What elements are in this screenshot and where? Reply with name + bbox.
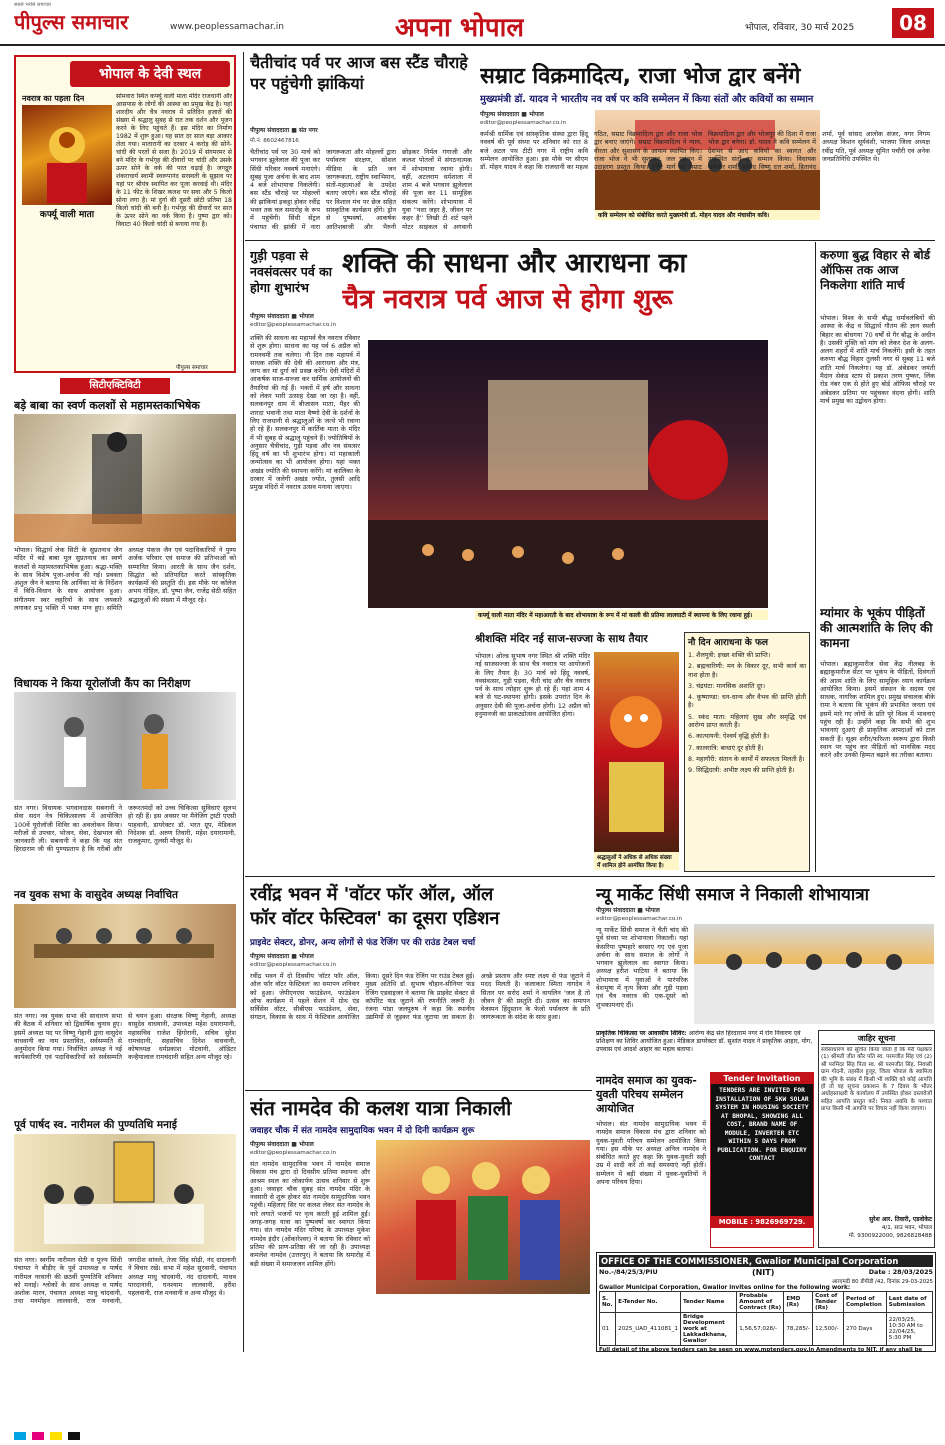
tender-mobile: MOBILE : 9826969729. — [711, 1216, 813, 1228]
karuna-body: भोपाल। विश्व के सभी बौद्ध धर्मावलंबियों की आस्था के केंद्र व सिद्धार्थ गौतम की ज्ञान स्थली बिहार का बोधगया 70 वर्षों से गैर बौद्ध के अधीन है। उसकी मुक्ति को मांग को लेकर देश के अलग-अलग शहरों में शांति मार्च निकलेंगे। इसी के तहत करुणा बौद्ध विहार तुलसी नगर से सुबह 11 बजे शांति मार्च निकलेगा। यह डॉ. अंबेडकर जयंती मैदान सेकंड स्टाप से प्रकाश तरण पुष्कर, लिंक रोड नंबर एक से होते हुए बोर्ड ऑफिस चौराहे पर अंबेडकर प्रतिमा पर पहुंचकर वंदना होगी। शांति मार्च प्रमुख का उद्बोधन होगा। — [820, 314, 935, 405]
chaitichand-mobile: मो.नं. 8602467816 — [250, 138, 299, 144]
nit-ref: आरएमडी 80 डीपीडी /42, दिनांक 29-03-2025 — [831, 1279, 933, 1285]
lower-rule — [245, 1090, 592, 1091]
sindhi-email: editor@peoplessamachar.co.in — [596, 916, 683, 922]
vikram-email: editor@peoplessamachar.co.in — [480, 120, 567, 126]
water-byline: पीपुल्स संवाददाता ■ भोपाल — [250, 953, 314, 960]
nit-header: S. No. — [600, 1292, 616, 1313]
top-story-rule — [245, 240, 935, 241]
website-link[interactable]: www.peoplessamachar.in — [170, 22, 284, 32]
hirdaram-title: प्राकृतिक चिकित्सा पर आवासीय शिविर: — [596, 1030, 687, 1037]
tender-box — [710, 1072, 814, 1248]
water-subtitle: प्राइवेट सेक्टर, डोनर, अन्य लोगों से फंड रेजिंग पर की राउंड टेबल चर्चा — [250, 938, 476, 948]
vikram-headline: सम्राट विक्रमादित्य, राजा भोज द्वार बनेंगे — [480, 64, 801, 89]
navratri-headline-1: शक्ति की साधना और आराधना का — [342, 248, 687, 279]
nit-cell: 12,500/- — [813, 1313, 844, 1346]
water-body: रवींद्र भवन में दो दिवसीय 'वॉटर फॉर ऑल, ऑल फॉर वॉटर फेस्टिवल' का समापन शनिवार को हुआ। जेपीएनएस फाउंडेशन, फाउंडेशन ऑफ कार्यक्रम में पहले सेशन में ग्रोथ एंड सर्विसेस वॉटर, सीबीएस फाउंडेशन, सेवा, संगठन, विकास के साथ में फेस्टिवल आयोजित किया। दूसरे दिन फंड रेजिंग पर राउंड टेबल हुई। मुख्य अतिथि डॉ. सुभाष चौहान-सीनियर फंड रेजिंग एडवाइजर ने बताया कि प्राइवेट सेक्टर से कॉर्पोरेट फंड जुटाने की रणनीति जरूरी है। रंजना पांडा जलपुरुष ने कहा कि स्थानीय उद्यमियों से जुड़कर फंड जुटाया जा सकता है। अच्छे प्रस्ताव और स्पष्ट लक्ष्य से फंड जुटाने में मदद मिलती है। कलाकार स्मिता नागदेव ने सितार पर सरोद शर्मा ने वायलिन 'जल है तो जीवन है' की प्रस्तुति दी। उत्सव का समापन वेलस्पन हिंदुस्तान के फेलो पर्यावरण के प्रति जागरूकता के संदेश के साथ हुआ। — [250, 972, 590, 1022]
city-activity-label: सिटीएक्टिविटी — [60, 378, 170, 394]
vikram-byline: पीपुल्स संवाददाता ■ भोपाल — [480, 111, 544, 118]
nit-number: No.-/84/25/3/PIU — [599, 1268, 658, 1276]
notice-signature: सुरेश आर. तिवारी, एडवोकेट — [869, 1216, 932, 1223]
nit-header: Period of Completion — [843, 1292, 886, 1313]
shakti-caption: श्रद्धालुओं ने अधिक से अधिक संख्या में शामिल होने आमंत्रित किया है। — [594, 852, 679, 870]
nit-cell: 270 Days — [843, 1313, 886, 1346]
nit-header: Probable Amount of Contract (Rs) — [737, 1292, 784, 1313]
shakti-photo — [594, 652, 679, 852]
navratri-caption: कर्फ्यू वाली माता मंदिर में महाआरती के बाद शोभायात्रा के रूप में मां काली की प्रतिमा लालघाटी में स्थापना के लिए रवाना हुई। — [475, 610, 768, 620]
nodin-box — [684, 632, 810, 872]
narimal-photo — [14, 1134, 236, 1252]
myanmar-headline: म्यांमार के भूकंप पीड़ितों की आत्मशांति के लिए की कामना — [820, 606, 933, 650]
registration-swatch — [14, 1432, 26, 1440]
nodin-item: 9. सिद्धिदात्री: अभीष्ट लक्ष्य की प्राप्ति होती है। — [688, 766, 795, 775]
namdev-email: editor@peoplessamachar.co.in — [250, 1150, 337, 1156]
paper-tagline: सबसे भरोसे समाचार — [14, 2, 52, 8]
navratri-body: शक्ति की साधना का महापर्व चैत्र नवरात्र रविवार से शुरू होगा। साधना का यह पर्व 6 अप्रैल को रामनवमी तक चलेगा। नौ दिन तक महापर्व में साधक शक्ति की देवी की आराधना और मंत्र, जाप कर मां दुर्गा को प्रसन्न करेंगे। देवी मंदिरों में आकर्षक साज-सज्जा कर धार्मिक आयोजनों की तैयारियां की गई हैं। भक्तों में हर्ष और साधना को लेकर भारी उत्साह देखा जा रहा है। वहीं, सलकनपुर धाम में बीजासन माता, मैहर की शारदा भवानी तथा माता वैष्णो देवी के दर्शनों के लिए राजधानी से श्रद्धालुओं के जत्थे भी रवाना हो रहे हैं। सलकनपुर में कार्तिक माता के मंदिर में भी सुबह से श्रद्धालु पहुंचने हैं। ज्योतिषियों के अनुसार चैत्रीचांद, गुड़ी पड़वा और नव संवत्सर हिंदू वर्ष का भी शुभारंभ होगा। मां महाकाली जन्मोत्सव का भी आयोजन होगा। यहां भक्त अखंड ज्योति की स्थापना करेंगे। मां कालिका के दरबार में जलेगी अखंड ज्योत, तुलसी आदि प्रमुख मंदिरों में नवरात्र उत्सव मनाया जाएगा। — [250, 334, 360, 492]
nit-header: E-Tender No. — [616, 1292, 681, 1313]
devi-box — [14, 55, 236, 373]
sindhi-byline: पीपुल्स संवाददाता ■ भोपाल — [596, 907, 660, 914]
navratri-photo — [368, 340, 768, 608]
table-row — [600, 1313, 933, 1346]
shakti-body: भोपाल। ओल्ड सुभाष नगर स्थित श्री शक्ति मंदिर नई साजसज्जा के साथ चैत्र नवरात्र पर आयोजनों के लिए तैयार है। 30 मार्च को हिंदू नववर्ष, नवसंवत्सर, गुड़ी पड़वा, चैती चांद और चैत्र नवरात्र पर्व के साथ त्योहार शुरू हो रहे हैं। यहां शाम 4 बजे से घट-स्थापना होगी। इसके उपरांत दिन के अनुसार देवी की पूजा-अर्चना होगी। 12 अप्रैल को हनुमानजी का प्राकट्योत्सव आयोजित होगा। — [475, 652, 590, 719]
dateline: भोपाल, रविवार, 30 मार्च 2025 — [745, 23, 855, 33]
nit-footer: Full detail of the above tenders can be seen on www.mptenders.gov.in Amendments to NIT, if any shall be — [599, 1347, 923, 1352]
nodin-item: 7. कालरात्रि: बाधाएं दूर होती हैं। — [688, 743, 764, 752]
tender-body: TENDERS ARE INVITED FOR INSTALLATION OF 5KW SOLAR SYSTEM IN HOUSING SOCIETY AT BHOPAL, SHOWING ALL COST, BRAND NAME OF MODULE, INVERTER ETC WITHIN 5 DAYS FROM PUBLICATION. FOR ENQUIRY CONTACT — [711, 1084, 813, 1216]
namdev-subtitle: जवाहर चौक में संत नामदेव सामुदायिक भवन में दो दिनी कार्यक्रम शुरू — [250, 1126, 475, 1136]
uro-headline: विधायक ने किया यूरोलॉजी कैंप का निरीक्षण — [14, 677, 191, 690]
vikram-caption: कवि सम्मेलन को संबोधित करते मुख्यमंत्री डॉ. मोहन यादव और मंचासीन कवि। — [595, 210, 820, 220]
middle-rule — [245, 876, 935, 877]
nit-cell: 2025_UAD_411081_1 — [616, 1313, 681, 1346]
color-registration-strip — [0, 1428, 945, 1445]
gudi-headline: गुड़ी पड़वा से नवसंवत्सर पर्व का होगा शुभारंभ — [250, 248, 333, 295]
abhishek-photo — [14, 414, 236, 542]
notice-box — [818, 1030, 935, 1248]
navratri-body-cont — [368, 640, 468, 870]
nodin-item: 1. शैलपुत्री: इच्छा शक्ति की प्राप्ति। — [688, 651, 771, 659]
paper-logo: पीपुल्स समाचार — [14, 10, 129, 34]
masthead — [0, 0, 945, 46]
nit-office: OFFICE OF THE COMMISSIONER, Gwalior Municipal Corporation — [599, 1255, 933, 1267]
tender-title: Tender Invitation — [711, 1073, 813, 1084]
nit-table — [599, 1291, 933, 1346]
nodin-item: 2. ब्रह्मचारिणी: मन के विकार दूर, सभी कार्य का नाश होता है। — [688, 662, 806, 679]
devi-photo — [22, 105, 112, 205]
devi-body: सोमवारा स्थित कर्फ्यू वाली माता मंदिर राजधानी और आसपास के लोगों की आस्था का प्रमुख केंद्र है। यहां शारदीय और चैत्र नवरात्र में प्रतिदिन हजारों की संख्या में श्रद्धालु सुबह से रात तक दर्शन और पूजन करने के लिए पहुंचते हैं। इस मंदिर का निर्माण 1982 में शुरू हुआ। यह सात दर साल बड़ा आकार लेता गया। मातारानी का दरबार 4 करोड़ की सोने-चांदी की परतों से सजा है। 2019 में संगमरमर से बने मंदिर के गर्भगृह की दीवारों पर चांदी और उसके ऊपर सोने के वर्क की परत चढ़ाई है। जगद्गुरु शंकराचार्य स्वामी स्वरूपानंद सरस्वती के सुझाव पर यहां पर श्रीयंत्र स्थापित कर पूजा करवाई थी। मंदिर के 11 फीट के शिखर कलश पर सवा और 5 किलो सोना लगा है। मां दुर्गा की दूसरी छोटी प्रतिमा 18 किलो चांदी की बनी है। गर्भगृह की दीवारों पर सात के ऊपर सोने का वर्क किया है। पुष्पा द्वार को। विवाटा 40 किलो चांदी से बनाया गया है। — [116, 93, 232, 228]
nit-label: (NIT) — [751, 1268, 775, 1277]
devi-credit: पीपुल्स समाचार — [176, 365, 208, 371]
nit-date: Date : 28/03/2025 — [868, 1268, 933, 1276]
namdev-body: संत नामदेव सामुदायिक भवन में नामदेव समाज विकास मंच द्वारा दो दिवसीय प्रतिमा स्थापना और आश्रम स्थल का लोकार्पण उत्सव शनिवार से शुरू हुआ। जवाहर चौक सुबह संत नामदेव मंदिर के नवसारी से शुरू होकर संत नामदेव सामुदायिक भवन पहुंची। महिलाएं सिर पर कलश लेकर संत नामदेव के नारे लगाते भजनों पर नृत्य करती हुई शामिल हुईं। जगह-जगह यात्रा का पुष्पवर्षा कर स्वागत किया गया। संत नामदेव मंदिर परिषद के उपाध्यक्ष मुकेश नामदेव इंदौर (ओंकारेश्वर) ने बताया कि रविवार को प्रतिमा की प्राण-प्रतिष्ठा की जा रही है। उपाध्यक्ष कमलेश नामदेव (उत्तरपुर) ने बताया कि समारोह में बड़ी संख्या में समाजजन शामिल होंगे। — [250, 1160, 370, 1268]
namdev-byline: पीपुल्स संवाददाता ■ भोपाल — [250, 1141, 314, 1148]
nit-cell: Bridge Development work at Lakkadkhana, Gwalior — [680, 1313, 736, 1346]
water-headline-2: फॉर वॉटर फेस्टिवल' का दूसरा एडिशन — [250, 908, 500, 929]
myanmar-body: भोपाल। ब्रह्माकुमारीज सेवा केंद्र नीलबड़ के ब्रह्माकुमारीज सेंटर पर भूकंप के पीड़ितों, दिवंगतों की आत्म शांति के लिए सामूहिक ध्यान कार्यक्रम आयोजित किया। इसमें संस्थान के सदस्य एवं साधक, नागरिक शामिल हुए। प्रमुख संचालक बीके रामा ने बताया कि भूकंप की प्रभावित जनता एवं इसमें मारे गए लोगों के प्रति पूरे विश्व में भावनाएं पहुंच रही हैं। उन्होंने कहा कि सभी की शुभ भावनाएं दुआएं ही प्राकृतिक आपदाओं को टाल सकती हैं। सूक्ष्म शरीर/फरिश्ता स्वरूप द्वारा किसी स्थान पर पहुंच कर पीड़ितों को मानसिक मदद करने और उनकी हिम्मत बढ़ाने का तरीका बताया। — [820, 660, 935, 760]
namdev-yuva-body: भोपाल। संत नामदेव सामुदायिक भवन में नामदेव समाज विकास मंच द्वारा शनिवार को युवक-युवती परिचय सम्मेलन आयोजित किया गया। इस मौके पर अध्यक्ष अनिल नामदेव ने संबोधित करते हुए कहा कि युवक-युवती सही उम्र में शादी करें तो कई समस्याएं नहीं होतीं। सम्मेलन में बड़ी संख्या में युवक-युवतियों ने अपना परिचय दिया। — [596, 1120, 706, 1187]
notice-address: 4/1, साउ भवन, भोपाल — [881, 1225, 932, 1231]
nit-box — [596, 1252, 936, 1352]
chaitichand-headline: चैतीचांद पर्व पर आज बस स्टैंड चौराहे पर पहुंचेगी झांकियां — [250, 53, 468, 93]
nodin-item: 4. कूष्माण्डा: धन-धान्य और वैभव की प्राप्ति होती है। — [688, 693, 806, 710]
registration-swatch — [68, 1432, 80, 1440]
nit-header: Tender Name — [680, 1292, 736, 1313]
nit-cell: 78,285/- — [784, 1313, 813, 1346]
nodin-item: 8. महागौरी: संतान के कार्यों में सफलता मिलती है। — [688, 754, 805, 763]
nodin-item: 5. स्कंद माता: महिलाएं सुख और समृद्धि एवं आरोग्य प्राप्त करती हैं। — [688, 712, 806, 730]
shakti-headline: श्रीशक्ति मंदिर नई साज-सज्जा के साथ तैयार — [475, 633, 648, 645]
devi-subtitle: नवरात्र का पहला दिन — [22, 94, 85, 103]
nodin-item: 6. कात्यायनी: ऐश्वर्य वृद्धि होती है। — [688, 732, 770, 741]
nit-cell: 01 — [600, 1313, 616, 1346]
abhishek-body: भोपाल। सिद्धार्थ लेक सिटी के सुप्रतनाथ जैन मंदिर में बड़े बाबा मूल सुप्रतनाथ का स्वर्ण कलशों से महामस्तकाभिषेक हुआ। श्रद्धा-भक्ति के साथ विशेष पूजा-अर्चना की गई। प्रवक्ता अंशुल जैन ने बताया कि आर्यिका मां के निर्देशन में विधि-विधान के साथ आयोजन हुआ। संगीतमय स्वर लहरियों के साथ जयकारे लगाकर प्रभु भक्ति में भक्त मग्न हुए। समिति अध्यक्ष पंकज जैन एवं पदाधिकारियों ने पुण्य अर्जक परिवार एवं समाज की प्रतिभाओं को सम्मानित किया। आरती के साथ जैन दर्शन, सिद्धांत को प्रतिपादित करते सांस्कृतिक कार्यक्रमों की प्रस्तुति दी। इस मौके पर कॉलेज अभय गोहिल, डॉ. पुष्पा जैन, राजेंद्र सेठी सहित श्रद्धालुओं की संख्या में मौजूद रहे। — [14, 546, 236, 613]
vikram-subtitle: मुख्यमंत्री डॉ. यादव ने भारतीय नव वर्ष पर कवि सम्मेलन में किया संतों और कवियों का सम्मान — [480, 94, 814, 105]
devi-title: भोपाल के देवी स्थल — [70, 61, 230, 87]
nit-header: EMD (Rs) — [784, 1292, 813, 1313]
page-number: 08 — [892, 8, 934, 38]
chaitichand-body: चैतीचांद पर्व पर 30 मार्च को भगवान झूलेलाल की पूजा कर सिंधी परिवार नववर्ष मनाएंगे। सुबह पूजा अर्चना के बाद शाम 4 बजे शोभायात्रा निकलेगी। बस स्टैंड चौराहे पर मोहल्लों की झांकियां इकट्ठा होकर रवींद्र भवन तक चल समारोह के रूप में पहुंचेंगी। सिंधी सेंट्रल पंचायत की झांकी में नारा जागरूकता और मोहल्लों द्वारा पर्यावरण संरक्षण, सोशल मीडिया के प्रति जन जागरूकता, राष्ट्रीय स्वाभिमान, संतों-महात्माओं के उपदेश बताए जाएंगे। बस स्टैंड चौराहे पर विशाल मंच पर छेज सहित सांस्कृतिक कार्यक्रम होंगे। ड्रोन से पुष्पवर्षा, आकर्षक आतिशबाजी और भैरुनी छोड़कर निर्मल गंगाजी और कलश पोतलों में संगठनात्मक में शोभायात्रा रवाना होगी। वहीं, अटलराम धर्मशाला में शाम 4 बजे भगवान झूलेलाल की पूजा कर 11 सामूहिक संकल्प करेंगे। शोभायात्रा में युवा ''नशा जहर है, जीवन पर कहर है'' लिखी टी शर्ट पहने मोटर साइकल से अगवानी — [250, 148, 472, 231]
sindhi-body: न्यू मार्केट सिंधी समाज ने चैती चांद की पूर्व संध्या पर शोभायात्रा निकाली। यहां केसरिया पुष्पहारे बरसाए गए एवं पूजा अर्चना के साथ समाज के लोगों ने भगवान झूलेलाल का स्वागत किया। अध्यक्ष हरीश भाटिया ने बताया कि शोभायात्रा में युवाओं ने पारंपरिक वेशभूषा में नृत्य किया और गुड़ी पड़वा एवं चैत्र नवरात्र की एक-दूसरे को शुभकामनाएं दीं। — [596, 926, 688, 1009]
sindhi-headline: न्यू मार्केट सिंधी समाज ने निकाली शोभायात्रा — [596, 885, 870, 905]
navratri-headline-2: चैत्र नवरात्र पर्व आज से होगा शुरू — [342, 284, 673, 315]
water-headline-1: रवींद्र भवन में 'वॉटर फॉर ऑल, ऑल — [250, 884, 494, 905]
nit-intro: Gwalior Municipal Corporation, Gwalior invites online for the following work: — [599, 1285, 851, 1291]
notice-body: सर्वसाधारण को सूचित किया जाता है कि मेरी पक्षकार (1) श्रीमती जीत कौर पति स्व. परमजीत सिंह एवं (2) श्री परमिंदर सिंह पिता स्व. श्री परमजीत सिंह, निवासी ग्राम गोदनी, तहसील हुजूर, जिला भोपाल के स्वामित्व की भूमि के संबंध में किसी भी व्यक्ति को कोई आपत्ति हो तो वह सूचना प्रकाशन के 7 दिवस के भीतर अधोहस्ताक्षरी के कार्यालय में उपस्थित होकर दस्तावेजों सहित आपत्ति प्रस्तुत करें। नियत अवधि के पश्चात प्राप्त किसी भी आपत्ति पर विचार नहीं किया जाएगा। — [821, 1047, 932, 1113]
nit-cell: 22/03/25, 10:30 AM to 22/04/25, 5:30 PM — [886, 1313, 932, 1346]
narimal-headline: पूर्व पार्षद स्व. नारीमल की पुण्यतिथि मनाई — [14, 1119, 177, 1131]
namdev-body-cont — [376, 1298, 590, 1348]
nodin-item: 3. चंद्रघंटा: मानसिक अशांति दूर। — [688, 681, 765, 690]
registration-swatch — [50, 1432, 62, 1440]
nit-header: Cost of Tender (Rs) — [813, 1292, 844, 1313]
vikram-body: कर्मश्री धार्मिक एवं सांस्कृतिक संस्था द्वारा हिंदू नववर्ष की पूर्व संध्या पर शनिवार को रात 8 बजे अटल पथ टीटी नगर में राष्ट्रीय कवि सम्मेलन आयोजित हुआ। इस मौके पर सीएम डॉ. मोहन यादव ने कहा कि राजधानी का महत्व गठित, सम्राट विक्रमादित्य द्वार और राजा भोज द्वार बनाए जाएंगे। सम्राट विक्रमादित्य ने न्याय, वीरता और सुशासन के आयाम स्थापित किए। राजा भोज ने भी सुशासन, जल प्रबंधन में उदाहरण प्रस्तुत किया। इंदौर मार्ग पर सम्राट विक्रमादित्य द्वार और भोजपुर की दिशा में राजा भोज द्वार बनेगा। डॉ. यादव ने कवि सम्मेलन में देशभर से आए कवियों का स्वागत और उपस्थित संतों का सम्मान किया। विधायक रामेश्वर शर्मा, सांसद विष्णु दत्त शर्मा, हितानंद शर्मा, पूर्व सांसद आलोक संजर, नगर निगम अध्यक्ष किशन सूर्यवंशी, भाजपा जिला अध्यक्ष रवींद्र यति, पूर्व अध्यक्ष सुमित पचौरी एवं अनेक जनप्रतिनिधि उपस्थित थे। — [480, 130, 930, 172]
narimal-body: संत नगर। स्वर्गीय नारीमल सेठी व पूज्य सिंधी पंचायत ने बीड़ीए के पूर्व उपाध्यक्ष व पार्षद नारीमल नरवानी की छठवीं पुण्यतिथि शनिवार को मनाई। श्लोकों के साथ अध्यक्ष व पार्षद अशोक मारन, पंचायत अध्यक्ष माधु चांदवानी, तथा मनमोहन लालवानी, राज मनवानी, जगदीश सांवले, तेजा सिंह सोढ़ी, नंद दादलानी ने विचार रखे। सभा में महेश सुरवानी, पंचायत अध्यक्ष माधु चांदवानी, नंद दादलानी, माधव पारदानानी, घनश्याम लालवानी, हरीश पहलवानी, राज मनवानी व अन्य मौजूद थे। — [14, 1256, 236, 1306]
nit-cell: 1,56,57,028/- — [737, 1313, 784, 1346]
notice-title: जाहिर सूचना — [821, 1033, 932, 1045]
devi-caption: कर्फ्यू वाली माता — [39, 210, 95, 220]
water-email: editor@peoplessamachar.co.in — [250, 962, 337, 968]
registration-swatch — [32, 1432, 44, 1440]
column-rule — [243, 52, 244, 1352]
uro-body: संत नगर। विधायक भगवानदास सबनानी ने सेवा सदन नेत्र चिकित्सालय में आयोजित 100वें यूरोलॉजी शिविर का अवलोकन किया। मरीजों से उपचार, भोजन, सेवा, देखभाल की जानकारी ली। सबनानी ने कहा कि यह संत हिरदाराम जी की पुण्यप्रताप है कि गरीबों और जरूरतमंदों को उच्च चिकित्सा सुविधाएं सुलभ हो रही हैं। इस अवसर पर मैनेजिंग ट्रस्टी एएसी पाहवानी, डायरेक्टर डॉ. भरत ग्रूप, मेडिकल निदेशक डॉ. अरुण तिवारी, महेश दयारामानी, राजकुमार, तुलसी मौजूद थे। — [14, 804, 236, 854]
nodin-title: नौ दिन आराधना के फल — [688, 638, 768, 648]
hirdaram-body: आरोग्य केंद्र संत हिरदाराम नगर में रोग निवारण एवं प्रशिक्षण का शिविर आयोजित हुआ। मेडिकल डायरेक्टर डॉ. सुशांत यादव ने प्राकृतिक आहार, योग, उपवास एवं आदर्श आहार का महत्व बताया। — [596, 1030, 813, 1053]
gudi-byline: पीपुल्स संवाददाता ■ भोपाल — [250, 313, 314, 320]
namdev-headline: संत नामदेव की कलश यात्रा निकाली — [250, 1096, 512, 1120]
namdev-yuva-headline: नामदेव समाज का युवक-युवती परिचय सम्मेलन आयोजित — [596, 1074, 697, 1115]
abhishek-headline: बड़े बाबा का स्वर्ण कलशों से महामस्तकाभिषेक — [14, 399, 200, 412]
uro-photo — [14, 692, 236, 800]
yuvak-body: संत नगर। नव युवक सभा की साधारण सभा की बैठक में शनिवार को द्विवार्षिक चुनाव हुए। इसमें अध्यक्ष पद पर विष्णु गेहानी द्वारा वासुदेव वाधवानी का नाम प्रस्तावित, सर्वसम्मति से अनुमोदन किया गया। निर्वाचित अध्यक्ष ने नई कार्यकारिणी एवं पदाधिकारियों को सर्वसम्मति से चयन हुआ। संरक्षक विष्णु गेहानी, अध्यक्ष वासुदेव वाधवानी, उपाध्यक्ष महेश दयारामानी, महासचिव राजेश हिंगोरानी, सचिव सुरेश रामचंदानी, सहसचिव दिनेश वाधवानी, कोषाध्यक्ष धर्मप्रकाश मोटवानी, ऑडिटर कन्हैयालाल रामचंदानी सहित अन्य मौजूद रहे। — [14, 1012, 236, 1062]
gudi-email: editor@peoplessamachar.co.in — [250, 322, 337, 328]
hirdaram-block — [596, 1030, 814, 1070]
sindhi-photo — [694, 924, 934, 1024]
nit-header: Last date of Submission — [886, 1292, 932, 1313]
notice-phone: मो. 9300922000, 9826828488 — [848, 1233, 932, 1239]
yuvak-headline: नव युवक सभा के वासुदेव अध्यक्ष निर्वाचित — [14, 889, 178, 901]
right-column-rule — [815, 242, 816, 872]
karuna-headline: करुणा बुद्ध विहार से बोर्ड ऑफिस तक आज निकलेगा शांति मार्च — [820, 248, 930, 292]
yuvak-photo — [14, 904, 236, 1008]
section-title: अपना भोपाल — [395, 13, 524, 43]
namdev-photo — [376, 1140, 590, 1294]
chaitichand-byline: पीपुल्स संवाददाता ■ संत नगर — [250, 127, 318, 134]
